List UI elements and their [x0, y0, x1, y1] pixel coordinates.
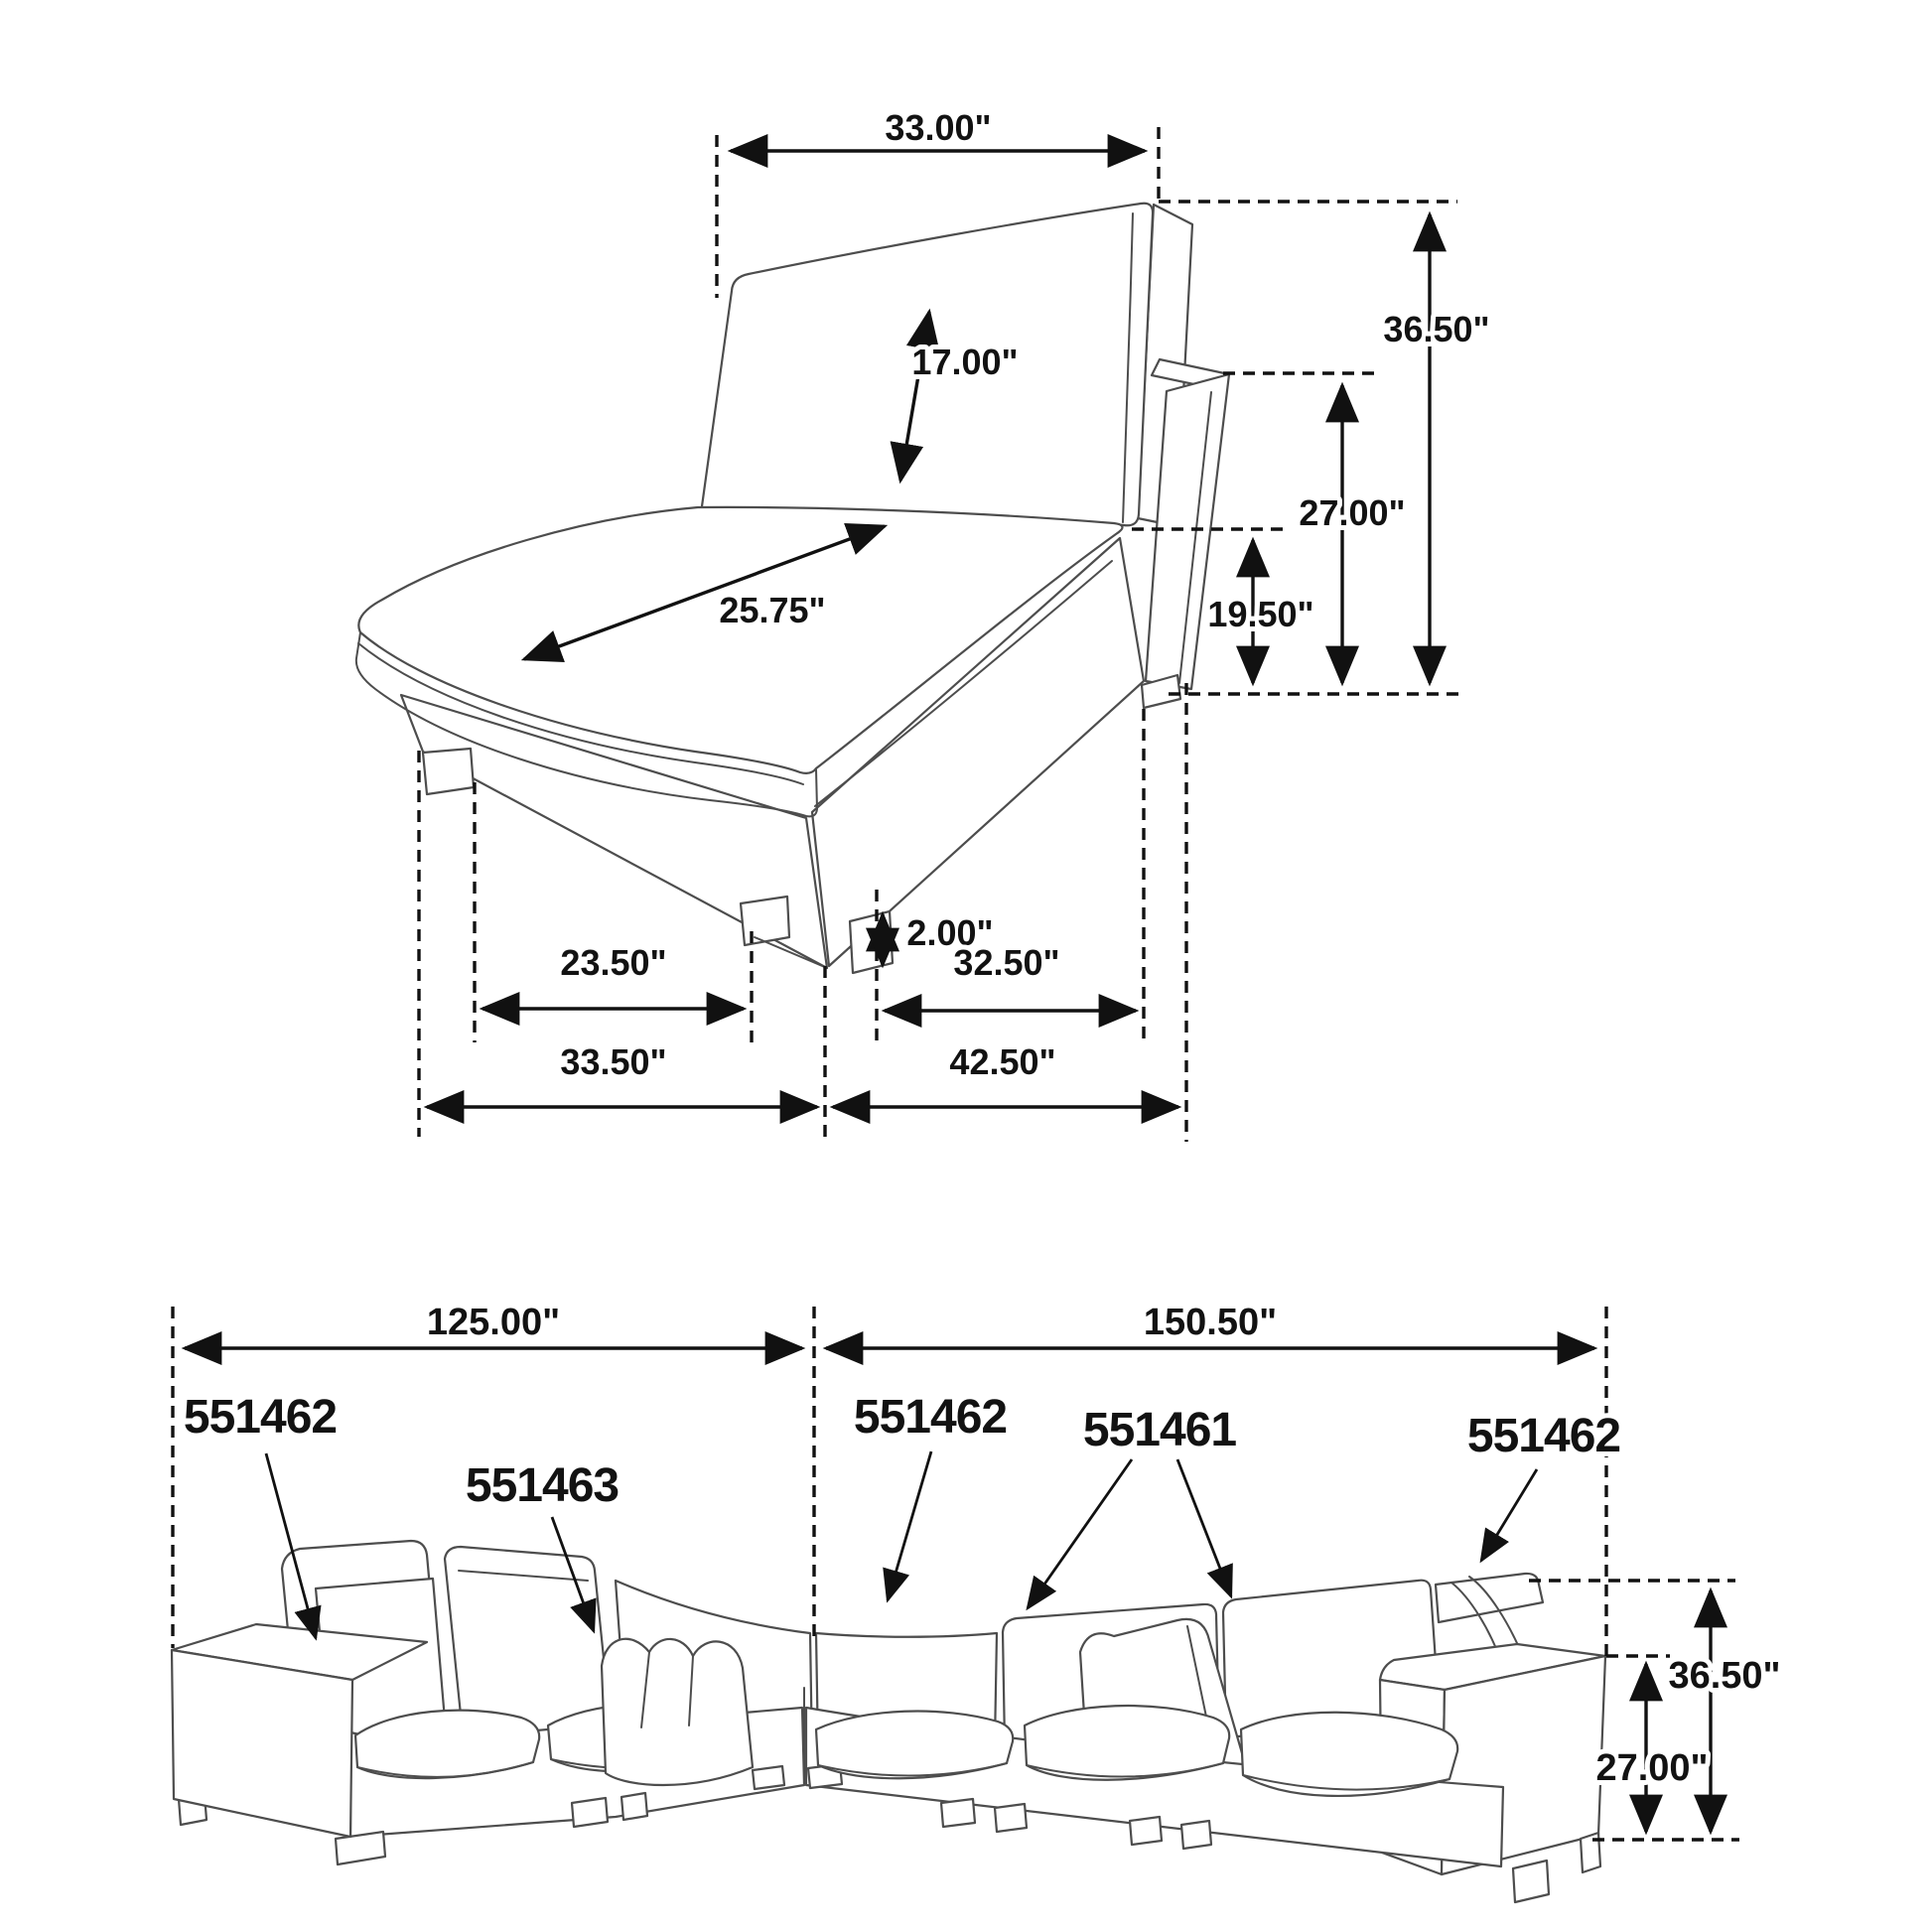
armless-chair-drawing — [356, 107, 1490, 1142]
sku-left-arm-label: 551462 — [183, 1391, 338, 1444]
dim-top-width-label: 33.00" — [885, 107, 992, 148]
chair-front-middle-leg — [741, 897, 789, 945]
dim-left-wing-label: 125.00" — [426, 1302, 561, 1343]
sofa-leg — [1513, 1861, 1549, 1902]
sofa-leg — [995, 1804, 1027, 1832]
sofa-leg — [336, 1832, 385, 1864]
chair-right-leg — [850, 911, 893, 973]
sofa-leg — [1130, 1817, 1162, 1845]
leader-sku-armless-right-1 — [1028, 1459, 1132, 1608]
dim-sectional-arm-label: 27.00" — [1595, 1747, 1709, 1789]
dim-right-wing-label: 150.50" — [1143, 1302, 1278, 1343]
sofa-leg — [572, 1798, 608, 1827]
dim-back-height-label: 27.00" — [1299, 492, 1406, 533]
sku-corner-label: 551462 — [853, 1391, 1008, 1444]
leader-sku-right-arm — [1481, 1469, 1537, 1561]
sku-armless-right-label: 551461 — [1082, 1404, 1237, 1456]
dim-overall-width-label: 33.50" — [560, 1041, 667, 1082]
sku-armless-left-label: 551463 — [465, 1459, 620, 1512]
sofa-leg — [941, 1799, 975, 1827]
sectional-drawing — [172, 1302, 1781, 1902]
leader-sku-corner — [888, 1451, 931, 1600]
dim-overall-height-label: 36.50" — [1383, 309, 1490, 349]
sofa-leg — [753, 1766, 784, 1789]
dim-sectional-height-label: 36.50" — [1668, 1655, 1781, 1697]
leader-sku-armless-right-2 — [1177, 1459, 1231, 1596]
dim-overall-depth-label: 42.50" — [949, 1041, 1056, 1082]
dim-front-leg-spacing-label: 23.50" — [560, 942, 667, 983]
sku-right-arm-label: 551462 — [1466, 1410, 1621, 1462]
dim-seat-depth-label: 25.75" — [719, 590, 826, 630]
dim-back-cushion-label: 17.00" — [911, 342, 1019, 382]
dim-leg-height-label: 2.00" — [906, 912, 994, 953]
chair-front-left-leg — [423, 749, 474, 794]
sofa-corner-pillow — [602, 1639, 753, 1785]
sofa-leg — [1181, 1821, 1211, 1849]
dim-base-side-label: 32.50" — [953, 942, 1060, 983]
dim-seat-height-label: 19.50" — [1207, 594, 1314, 634]
sofa-leg — [621, 1793, 647, 1820]
